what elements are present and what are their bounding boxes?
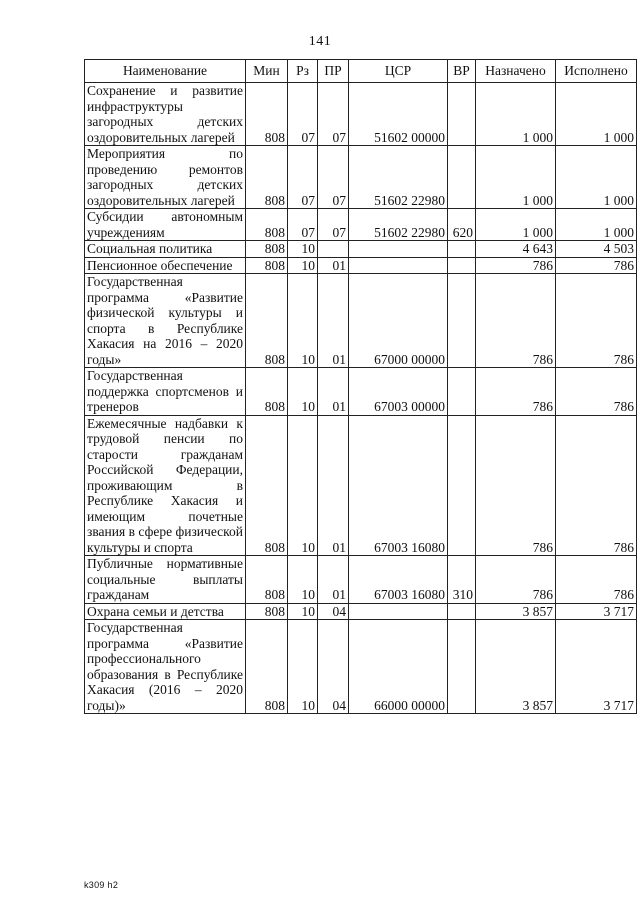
row-executed: 3 717	[556, 620, 637, 714]
row-executed: 786	[556, 368, 637, 416]
table-row	[85, 368, 637, 416]
row-vr: 620	[448, 209, 476, 241]
header-pr: ПР	[318, 60, 349, 83]
header-min: Мин	[246, 60, 288, 83]
row-rz: 10	[288, 603, 318, 620]
row-executed: 1 000	[556, 83, 637, 146]
row-rz: 10	[288, 274, 318, 368]
row-rz: 10	[288, 556, 318, 604]
row-vr	[448, 368, 476, 416]
row-assigned: 3 857	[476, 620, 556, 714]
row-executed: 1 000	[556, 209, 637, 241]
table-row	[85, 620, 637, 714]
row-vr	[448, 241, 476, 258]
header-assigned: Назначено	[476, 60, 556, 83]
row-min: 808	[246, 603, 288, 620]
row-pr: 01	[318, 556, 349, 604]
row-rz: 07	[288, 209, 318, 241]
row-assigned: 786	[476, 274, 556, 368]
row-pr: 01	[318, 257, 349, 274]
row-name: Государственная программа «Развитие физической культуры и спорта в Республике Хакасия на 2016 – 2020 годы»	[85, 274, 246, 368]
row-csr: 51602 00000	[349, 83, 448, 146]
row-pr: 07	[318, 209, 349, 241]
row-csr	[349, 603, 448, 620]
row-csr: 67003 00000	[349, 368, 448, 416]
row-executed: 3 717	[556, 603, 637, 620]
footer-code: k309 h2	[84, 880, 119, 890]
table-row	[85, 415, 637, 556]
budget-table	[84, 59, 637, 714]
row-assigned: 786	[476, 368, 556, 416]
row-assigned: 4 643	[476, 241, 556, 258]
row-rz: 10	[288, 257, 318, 274]
row-csr: 67003 16080	[349, 556, 448, 604]
row-name: Сохранение и развитие инфраструктуры загородных детских оздоровительных лагерей	[85, 83, 246, 146]
row-assigned: 786	[476, 415, 556, 556]
row-executed: 4 503	[556, 241, 637, 258]
row-rz: 10	[288, 241, 318, 258]
row-executed: 786	[556, 415, 637, 556]
row-csr: 67003 16080	[349, 415, 448, 556]
row-vr	[448, 603, 476, 620]
row-rz: 07	[288, 83, 318, 146]
header-vr: ВР	[448, 60, 476, 83]
row-min: 808	[246, 257, 288, 274]
row-vr	[448, 146, 476, 209]
row-min: 808	[246, 83, 288, 146]
row-csr: 66000 00000	[349, 620, 448, 714]
row-assigned: 3 857	[476, 603, 556, 620]
header-csr: ЦСР	[349, 60, 448, 83]
row-vr	[448, 620, 476, 714]
row-assigned: 1 000	[476, 83, 556, 146]
row-rz: 10	[288, 620, 318, 714]
row-assigned: 1 000	[476, 146, 556, 209]
header-name: Наименование	[85, 60, 246, 83]
row-min: 808	[246, 368, 288, 416]
row-pr: 07	[318, 83, 349, 146]
header-executed: Исполнено	[556, 60, 637, 83]
table-row	[85, 209, 637, 241]
row-csr: 51602 22980	[349, 146, 448, 209]
row-assigned: 1 000	[476, 209, 556, 241]
row-name: Государственная программа «Развитие профессионального образования в Республике Хакасия (2016 – 2020 годы)»	[85, 620, 246, 714]
row-pr: 01	[318, 415, 349, 556]
row-vr	[448, 415, 476, 556]
row-min: 808	[246, 620, 288, 714]
row-pr: 01	[318, 368, 349, 416]
row-pr: 07	[318, 146, 349, 209]
header-rz: Рз	[288, 60, 318, 83]
row-vr: 310	[448, 556, 476, 604]
row-name: Пенсионное обеспечение	[85, 257, 246, 274]
row-name: Социальная политика	[85, 241, 246, 258]
row-csr	[349, 241, 448, 258]
row-csr: 67000 00000	[349, 274, 448, 368]
table-row	[85, 146, 637, 209]
row-pr: 04	[318, 620, 349, 714]
table-row	[85, 556, 637, 604]
row-vr	[448, 274, 476, 368]
row-name: Государственная поддержка спортсменов и тренеров	[85, 368, 246, 416]
table-header-row	[85, 60, 637, 83]
row-assigned: 786	[476, 556, 556, 604]
table-row	[85, 241, 637, 258]
row-csr: 51602 22980	[349, 209, 448, 241]
row-vr	[448, 257, 476, 274]
row-pr: 01	[318, 274, 349, 368]
row-min: 808	[246, 274, 288, 368]
row-min: 808	[246, 146, 288, 209]
row-csr	[349, 257, 448, 274]
row-executed: 786	[556, 257, 637, 274]
table-row	[85, 83, 637, 146]
row-min: 808	[246, 556, 288, 604]
row-rz: 10	[288, 415, 318, 556]
table-row	[85, 274, 637, 368]
row-min: 808	[246, 415, 288, 556]
row-name: Охрана семьи и детства	[85, 603, 246, 620]
row-min: 808	[246, 209, 288, 241]
row-rz: 07	[288, 146, 318, 209]
row-min: 808	[246, 241, 288, 258]
row-rz: 10	[288, 368, 318, 416]
row-name: Ежемесячные надбавки к трудовой пенсии по старости гражданам Российской Федерации, проживающим в Республике Хакасия и имеющим почетные звания в сфере физической культуры и спорта	[85, 415, 246, 556]
row-pr: 04	[318, 603, 349, 620]
row-executed: 786	[556, 556, 637, 604]
row-pr	[318, 241, 349, 258]
row-vr	[448, 83, 476, 146]
row-executed: 1 000	[556, 146, 637, 209]
row-name: Мероприятия по проведению ремонтов загородных детских оздоровительных лагерей	[85, 146, 246, 209]
page-number: 141	[308, 34, 332, 49]
table-row	[85, 603, 637, 620]
row-name: Субсидии автономным учреждениям	[85, 209, 246, 241]
row-assigned: 786	[476, 257, 556, 274]
row-executed: 786	[556, 274, 637, 368]
table-row	[85, 257, 637, 274]
row-name: Публичные нормативные социальные выплаты гражданам	[85, 556, 246, 604]
